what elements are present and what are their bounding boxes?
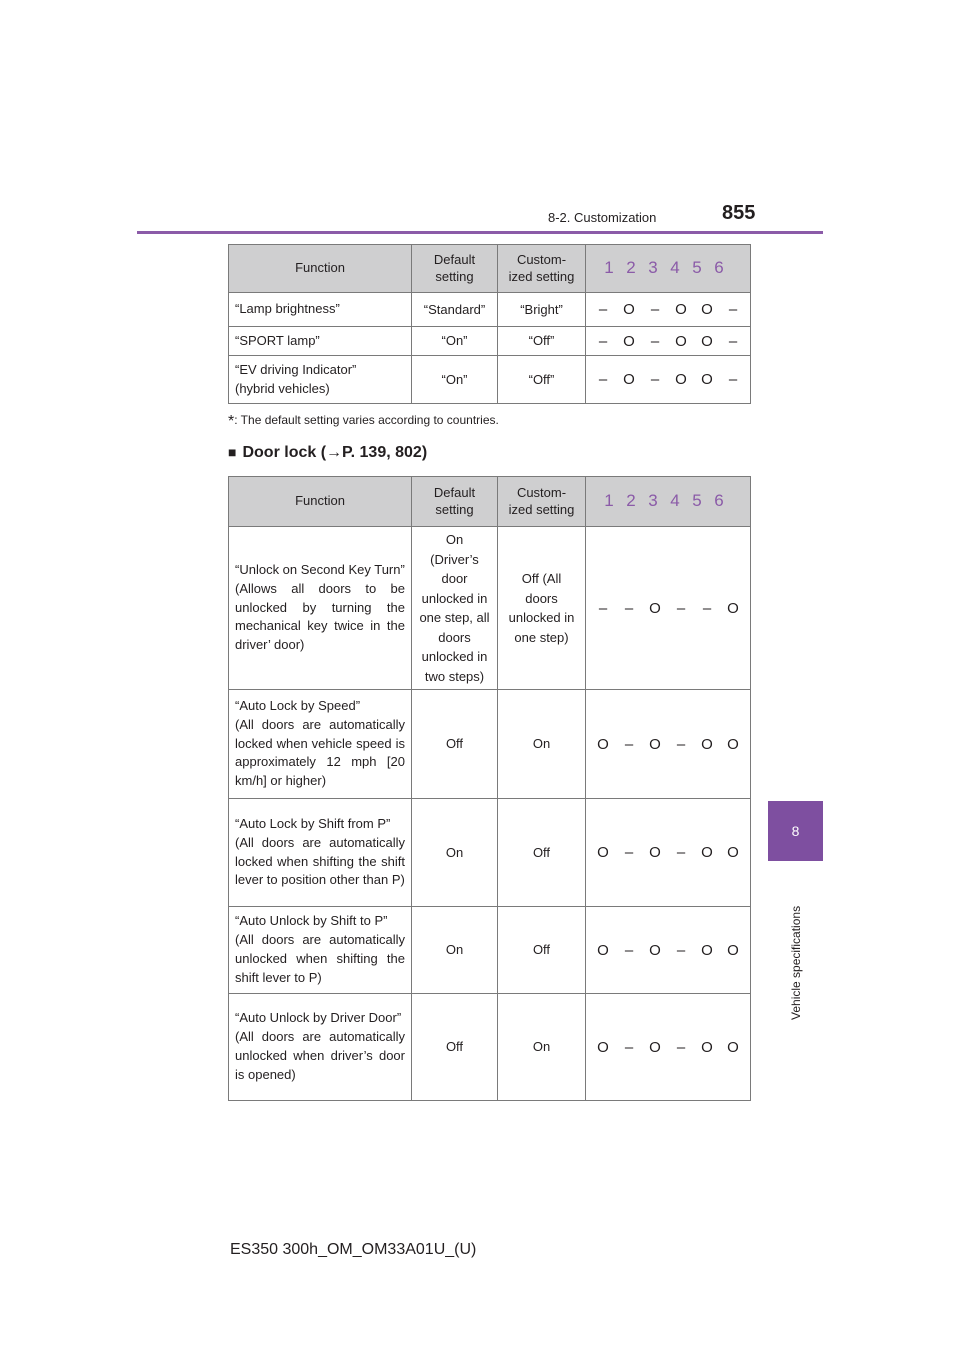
header-default: Default setting [412,477,498,527]
availability-cell: O – O – O O [586,994,751,1101]
default-cell: On [412,907,498,994]
availability-cell: – O – O O – [586,327,751,356]
default-cell: On (Driver’s door unlocked in one step, all doors unlocked in two steps) [412,527,498,690]
model-number: 1 [604,491,614,511]
chapter-label [768,870,823,1020]
default-cell: “Standard” [412,293,498,327]
chapter-label-text: Vehicle specifications [788,905,803,1020]
section-heading: 8-2. Customization [548,210,657,225]
model-number: 2 [626,491,636,511]
function-cell: “EV driving Indicator” (hybrid vehicles) [229,356,412,404]
custom-cell: “Off” [498,327,586,356]
table-row [229,527,751,690]
header-model-numbers [586,245,751,293]
chapter-tab[interactable] [768,801,823,861]
availability-cell: – O – O O – [586,293,751,327]
footnote-mark: * [228,413,235,430]
availability-cell: – O – O O – [586,356,751,404]
chapter-number: 8 [791,823,800,839]
table-row [229,327,751,356]
custom-cell: On [498,690,586,799]
footnote [228,413,499,431]
default-cell: On [412,799,498,907]
custom-cell: “Bright” [498,293,586,327]
header-function: Function [229,477,412,527]
model-number: 4 [670,491,680,511]
table-row [229,907,751,994]
function-cell: “Lamp brightness” [229,293,412,327]
default-cell: “On” [412,356,498,404]
square-bullet-icon: ■ [228,444,237,460]
table-row [229,994,751,1101]
header-model-numbers [586,477,751,527]
header-rule [137,231,823,234]
document-code: ES350 300h_OM_OM33A01U_(U) [230,1241,477,1258]
header-function: Function [229,245,412,293]
header-custom: Custom- ized setting [498,245,586,293]
default-cell: Off [412,994,498,1101]
model-number: 2 [626,258,636,278]
function-cell: “Auto Lock by Shift from P” (All doors are automatically locked when shifting the shift lever to position other than P) [229,799,412,907]
header-custom: Custom- ized setting [498,477,586,527]
custom-cell: Off [498,907,586,994]
model-number: 1 [604,258,614,278]
footnote-text: : The default setting varies according to countries. [234,413,499,427]
model-number: 6 [714,258,724,278]
model-number: 5 [692,491,702,511]
function-cell: “Unlock on Second Key Turn” (Allows all doors to be unlocked by turning the mechanical key twice in the driver’ door) [229,527,412,690]
availability-cell: – – O – – O [586,527,751,690]
default-cell: “On” [412,327,498,356]
model-number: 4 [670,258,680,278]
header-default: Default setting [412,245,498,293]
availability-cell: O – O – O O [586,690,751,799]
function-cell: “Auto Unlock by Driver Door” (All doors are automatically unlocked when driver’s door is opened) [229,994,412,1101]
model-number: 5 [692,258,702,278]
door-lock-heading [228,444,427,462]
function-cell: “SPORT lamp” [229,327,412,356]
table-header-row [229,477,751,527]
model-number: 6 [714,491,724,511]
custom-cell: Off [498,799,586,907]
custom-cell: On [498,994,586,1101]
availability-cell: O – O – O O [586,799,751,907]
custom-cell: “Off” [498,356,586,404]
model-number: 3 [648,491,658,511]
page-number: 855 [722,202,756,224]
availability-cell: O – O – O O [586,907,751,994]
customization-table-door-lock [228,476,751,1101]
function-cell: “Auto Lock by Speed” (All doors are automatically locked when vehicle speed is approximately 12 mph [20 km/h] or higher) [229,690,412,799]
customization-table-lamps [228,244,751,404]
model-number: 3 [648,258,658,278]
table-row [229,690,751,799]
table-header-row [229,245,751,293]
default-cell: Off [412,690,498,799]
table-row [229,293,751,327]
custom-cell: Off (All doors unlocked in one step) [498,527,586,690]
table-row [229,799,751,907]
table-row [229,356,751,404]
function-cell: “Auto Unlock by Shift to P” (All doors are automatically unlocked when shifting the shift lever to P) [229,907,412,994]
door-lock-title: Door lock (→P. 139, 802) [242,444,428,461]
